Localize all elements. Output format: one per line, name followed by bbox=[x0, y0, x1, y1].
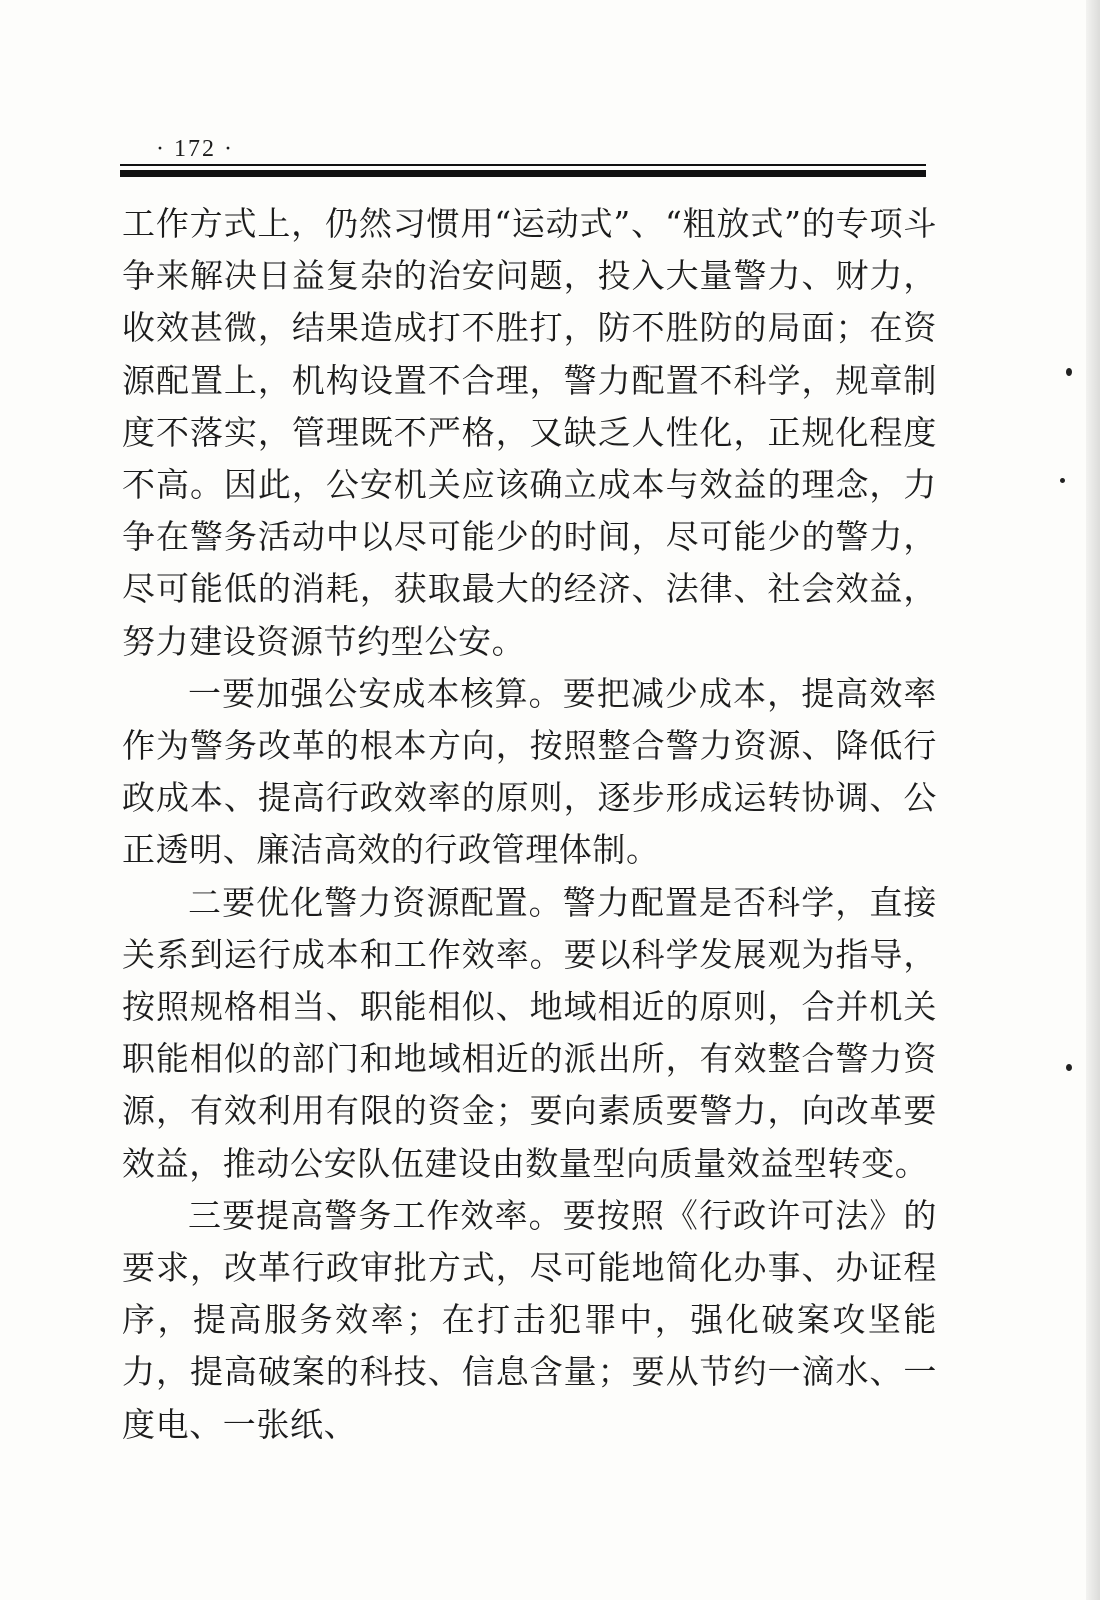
page-number: · 172 · bbox=[156, 136, 234, 162]
scan-speck bbox=[1060, 478, 1065, 483]
page-edge bbox=[1086, 0, 1100, 1600]
header-rule-thin bbox=[120, 164, 926, 166]
paragraph-work-efficiency: 三要提高警务工作效率。要按照《行政许可法》的要求，改革行政审批方式，尽可能地简化办事、办证程序，提高服务效率；在打击犯罪中，强化破案攻坚能力，提高破案的科技、信息含量；要从节约一滴水、一度电、一张纸、 bbox=[122, 1195, 937, 1444]
paragraph-cost-accounting: 一要加强公安成本核算。要把减少成本，提高效率作为警务改革的根本方向，按照整合警力资源、降低行政成本、提高行政效率的原则，逐步形成运转协调、公正透明、廉洁高效的行政管理体制。 bbox=[122, 673, 937, 870]
paragraph-continued: 工作方式上，仍然习惯用“运动式”、“粗放式”的专项斗争来解决日益复杂的治安问题，投入大量警力、财力，收效甚微，结果造成打不胜打，防不胜防的局面；在资源配置上，机构设置不合理，警力配置不科学，规章制度不落实，管理既不严格，又缺乏人性化，正规化程度不高。因此，公安机关应该确立成本与效益的理念，力争在警务活动中以尽可能少的时间，尽可能少的警力，尽可能低的消耗，获取最大的经济、法律、社会效益，努力建设资源节约型公安。 bbox=[122, 204, 937, 661]
paragraph-resource-allocation: 二要优化警力资源配置。警力配置是否科学，直接关系到运行成本和工作效率。要以科学发展观为指导，按照规格相当、职能相似、地域相近的原则，合并机关职能相似的部门和地域相近的派出所，有效整合警力资源，有效利用有限的资金；要向素质要警力，向改革要效益，推动公安队伍建设由数量型向质量效益型转变。 bbox=[122, 882, 937, 1183]
scan-speck bbox=[1066, 1064, 1072, 1071]
header-rule-thick bbox=[120, 170, 926, 177]
body-text bbox=[122, 198, 937, 1451]
scan-speck bbox=[1066, 368, 1072, 376]
